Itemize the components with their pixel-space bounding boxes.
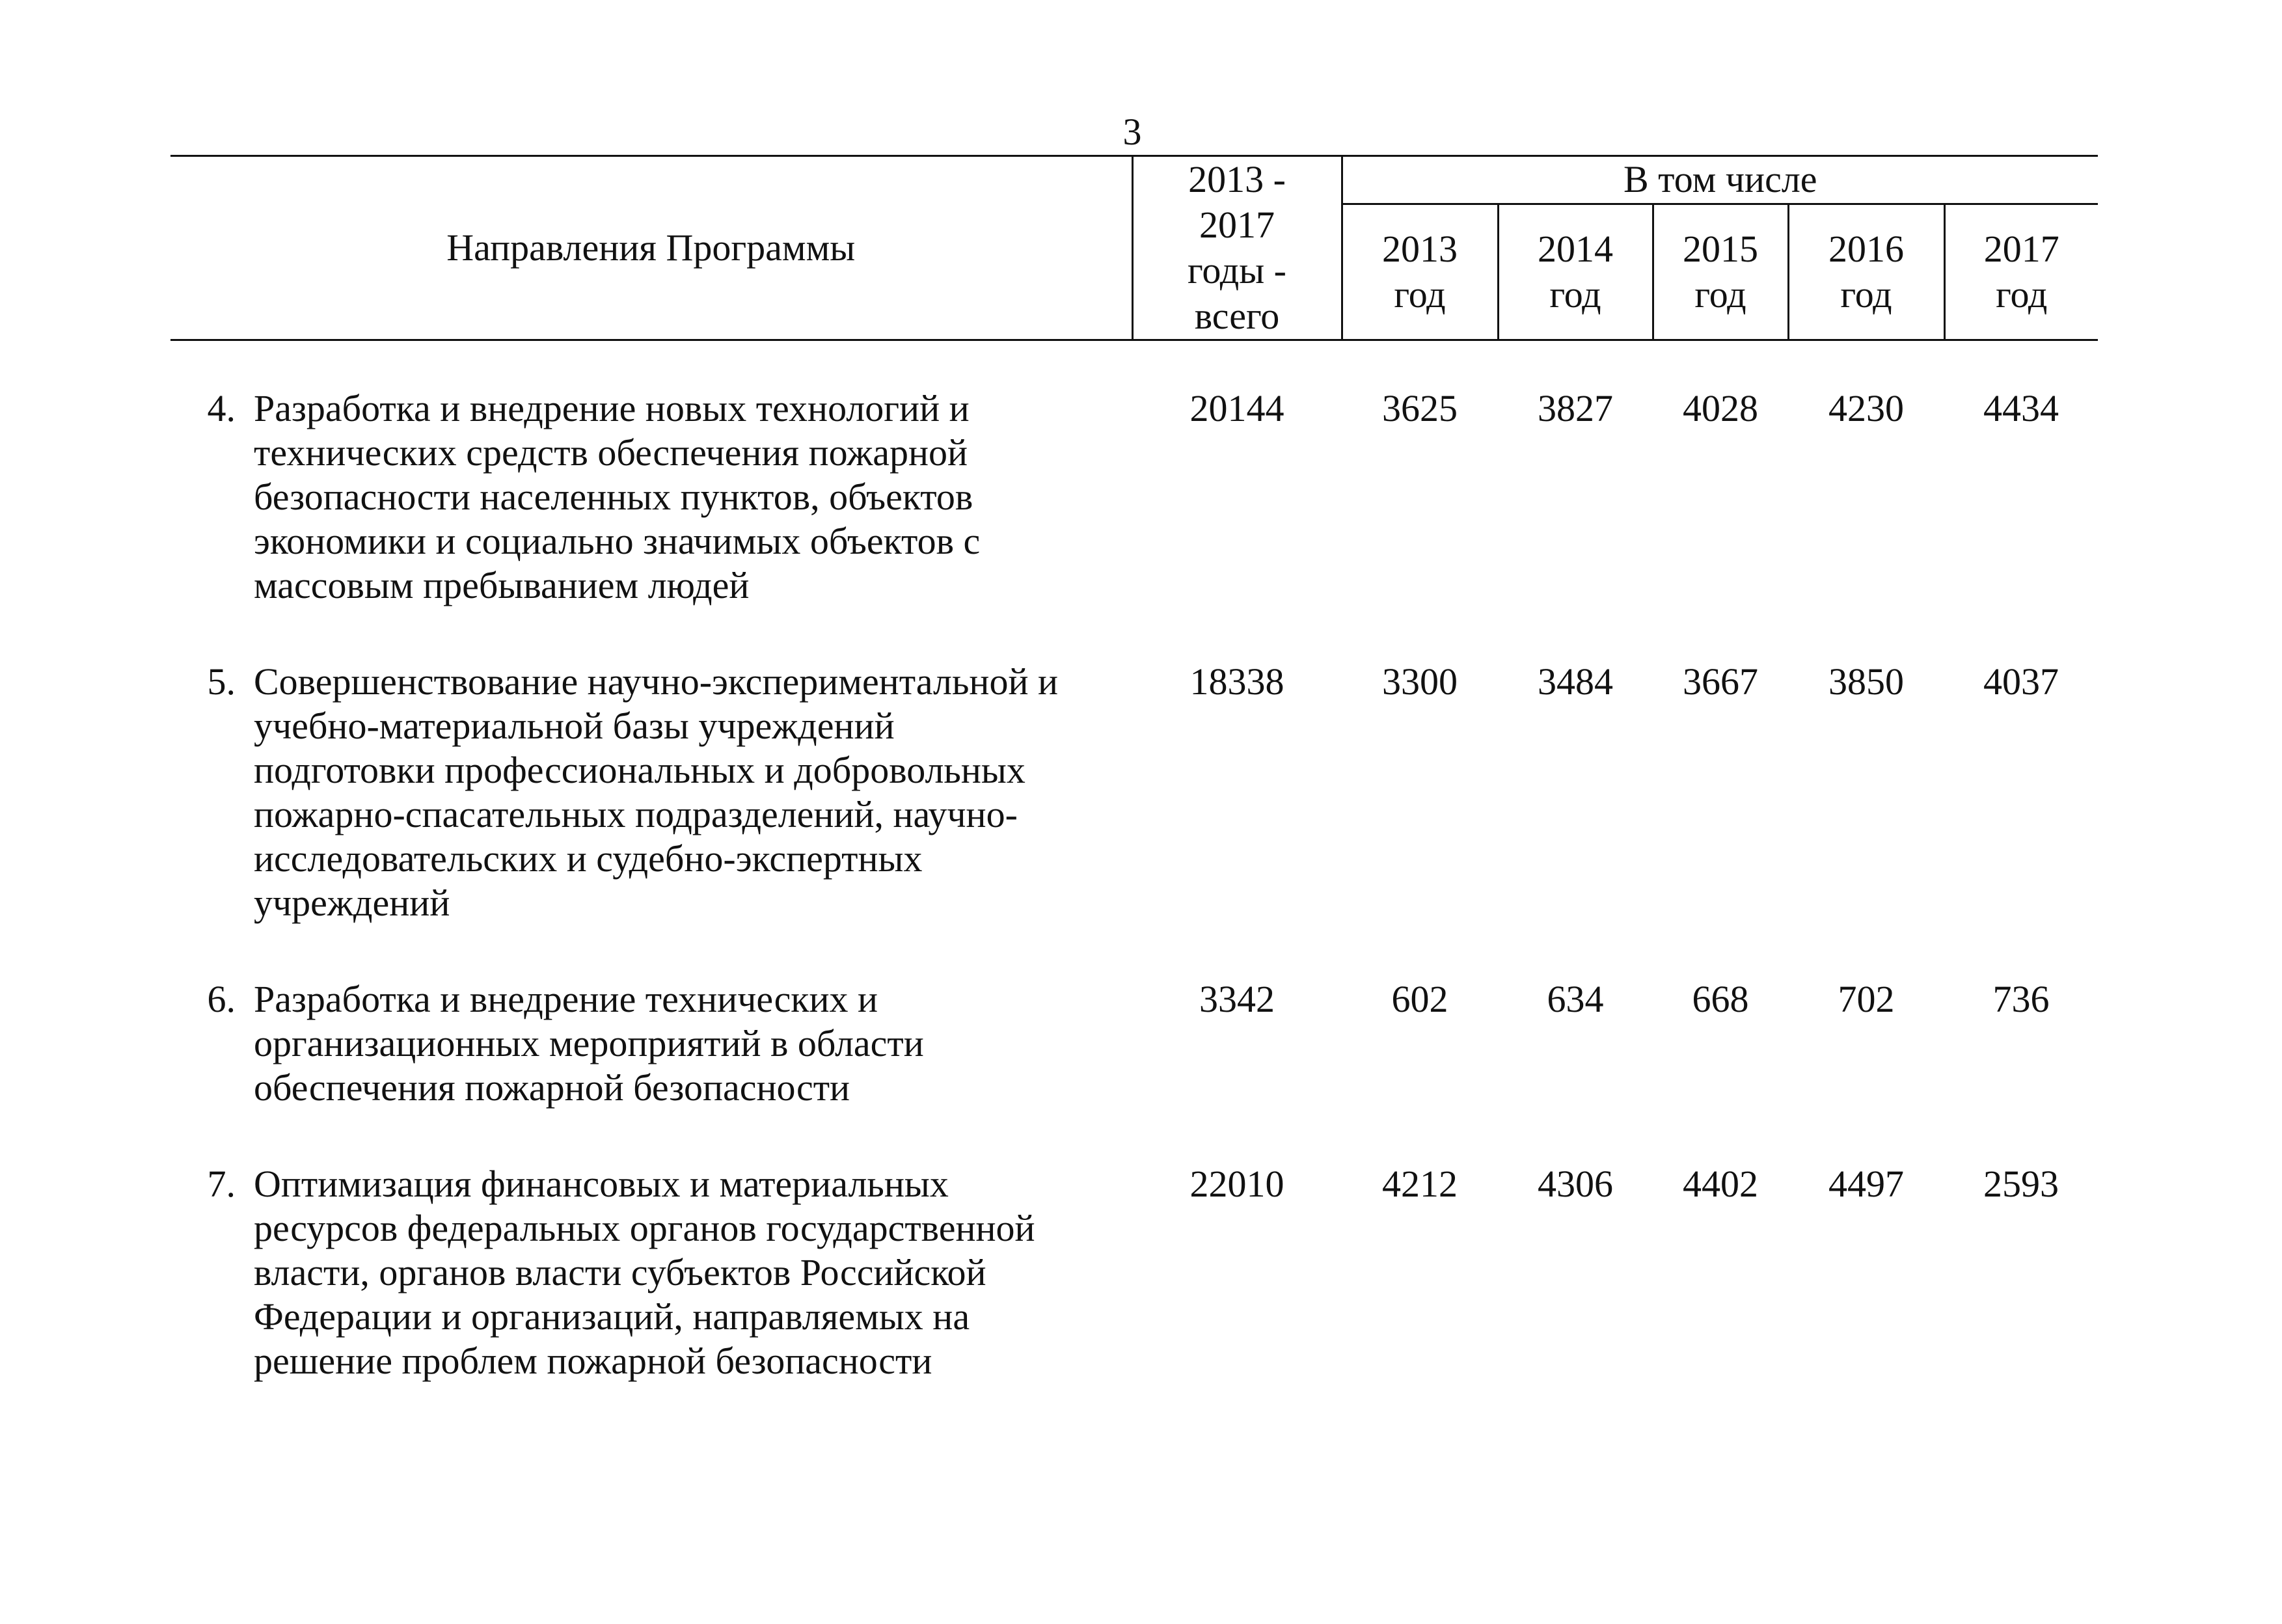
table-body	[170, 340, 2098, 1384]
year-2017-cell: 736	[1992, 978, 2050, 1020]
header-total	[1132, 156, 1342, 340]
year-2014-cell: 3827	[1538, 387, 1613, 429]
year-2014-cell: 634	[1547, 978, 1604, 1020]
direction-line: массовым пребыванием людей	[254, 564, 750, 606]
header-year-unit: год	[1394, 273, 1446, 316]
row-number: 5.	[207, 660, 236, 703]
direction-line: Разработка и внедрение новых технологий и	[254, 387, 970, 429]
year-2016-cell: 702	[1838, 978, 1895, 1020]
direction-line: Совершенствование научно-экспериментальной и	[254, 660, 1059, 703]
direction-line: безопасности населенных пунктов, объектов	[254, 476, 973, 518]
table-row	[170, 386, 2098, 608]
header-year-2017	[1944, 204, 2098, 340]
direction-text	[254, 1162, 1132, 1383]
year-2014-cell: 4306	[1538, 1163, 1613, 1205]
direction-line: Федерации и организаций, направляемых на	[254, 1295, 970, 1338]
year-2015-cell: 4028	[1683, 387, 1758, 429]
header-year-value: 2014	[1538, 227, 1613, 270]
direction-line: Разработка и внедрение технических и	[254, 978, 878, 1020]
direction-cell	[170, 386, 1132, 608]
header-year-2016	[1788, 204, 1944, 340]
year-2013-cell: 3625	[1382, 387, 1458, 429]
direction-text	[254, 386, 1132, 608]
header-year-unit: год	[1996, 273, 2048, 316]
direction-line: учебно-материальной базы учреждений	[254, 705, 895, 747]
year-2016-cell: 4230	[1828, 387, 1904, 429]
header-directions: Направления Программы	[170, 156, 1132, 340]
year-2013-cell: 602	[1391, 978, 1448, 1020]
header-total-line: 2013 -	[1188, 158, 1286, 200]
year-2017-cell: 4037	[1983, 660, 2059, 703]
header-year-2013	[1342, 204, 1498, 340]
year-2017-cell: 4434	[1983, 387, 2059, 429]
header-total-line: годы -	[1188, 249, 1286, 291]
table-row	[170, 977, 2098, 1110]
header-year-value: 2017	[1983, 227, 2059, 270]
direction-cell	[170, 1162, 1132, 1383]
header-total-line: 2017	[1199, 204, 1275, 246]
direction-text	[254, 660, 1132, 925]
header-group: В том числе	[1342, 156, 2098, 204]
header-year-unit: год	[1694, 273, 1746, 316]
total-cell: 3342	[1199, 978, 1275, 1020]
direction-line: Оптимизация финансовых и материальных	[254, 1163, 949, 1205]
direction-line: организационных мероприятий в области	[254, 1022, 924, 1064]
year-2013-cell: 4212	[1382, 1163, 1458, 1205]
year-2016-cell: 3850	[1828, 660, 1904, 703]
header-year-unit: год	[1840, 273, 1892, 316]
direction-text	[254, 977, 1132, 1110]
table-row	[170, 1162, 2098, 1383]
table-row	[170, 660, 2098, 925]
direction-line: подготовки профессиональных и добровольных	[254, 749, 1026, 791]
direction-cell	[170, 977, 1132, 1110]
year-2017-cell: 2593	[1983, 1163, 2059, 1205]
page-number: 3	[1122, 111, 1142, 153]
year-2015-cell: 3667	[1683, 660, 1758, 703]
header-year-value: 2013	[1382, 227, 1458, 270]
year-2015-cell: 668	[1692, 978, 1749, 1020]
direction-line: учреждений	[254, 882, 450, 924]
header-year-2014	[1498, 204, 1653, 340]
program-directions-table-container	[170, 155, 2098, 1383]
row-number: 6.	[207, 978, 236, 1020]
row-number: 4.	[207, 387, 236, 429]
total-cell: 22010	[1189, 1163, 1284, 1205]
year-2015-cell: 4402	[1683, 1163, 1758, 1205]
header-total-line: всего	[1194, 295, 1280, 337]
year-2016-cell: 4497	[1828, 1163, 1904, 1205]
total-cell: 20144	[1189, 387, 1284, 429]
direction-line: пожарно-спасательных подразделений, научно-	[254, 793, 1018, 835]
row-number: 7.	[207, 1163, 236, 1205]
direction-line: власти, органов власти субъектов Российской	[254, 1251, 986, 1293]
year-2014-cell: 3484	[1538, 660, 1613, 703]
direction-line: ресурсов федеральных органов государственной	[254, 1207, 1035, 1249]
header-year-2015	[1653, 204, 1788, 340]
direction-line: экономики и социально значимых объектов с	[254, 520, 981, 562]
direction-line: решение проблем пожарной безопасности	[254, 1340, 932, 1382]
header-year-value: 2015	[1683, 227, 1758, 270]
direction-line: технических средств обеспечения пожарной	[254, 431, 968, 474]
header-year-value: 2016	[1828, 227, 1904, 270]
table-header	[170, 156, 2098, 340]
header-year-unit: год	[1549, 273, 1601, 316]
program-directions-table	[170, 155, 2098, 1383]
direction-line: обеспечения пожарной безопасности	[254, 1066, 850, 1109]
total-cell: 18338	[1189, 660, 1284, 703]
direction-line: исследовательских и судебно-экспертных	[254, 837, 923, 880]
year-2013-cell: 3300	[1382, 660, 1458, 703]
direction-cell	[170, 660, 1132, 925]
